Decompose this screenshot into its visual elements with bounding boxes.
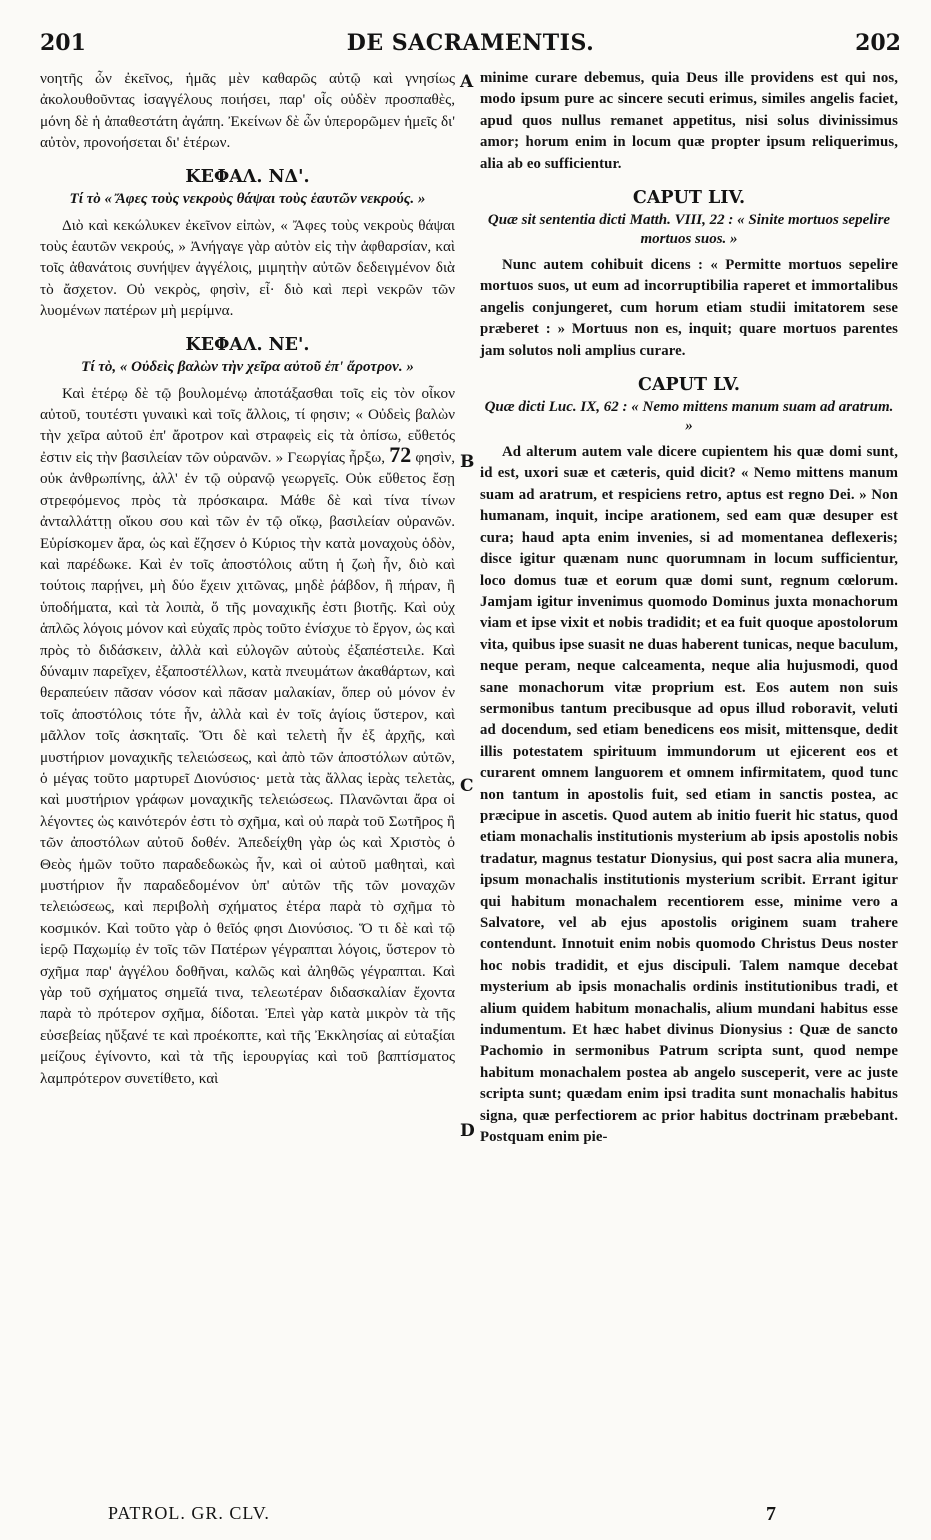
margin-letter-b: B [460, 452, 475, 472]
greek-chapter-54-subtitle: Τί τὸ « Ἄφες τοὺς νεκροὺς θάψαι τοὺς ἑαυτῶν νεκρούς. » [69, 190, 426, 207]
greek-chapter-55-text-part-a: Καὶ ἑτέρῳ δὲ τῷ βουλομένῳ ἀποτάξασθαι τοῖς εἰς τὸν οἶκον αὐτοῦ, τουτέστι γυναικὶ καὶ τοῖς ἄλλοις, τί φησιν; « Οὐδεὶς βαλὼν τὴν χεῖρα αὐτοῦ ἐπ' ἄροτρον καὶ στραφεὶς εἰς τὰ ὀπίσω, εὔθετός ἐστιν εἰς τὴν βασιλείαν τῶν οὐρανῶν. » Γεωργίας ἦρξω, [40, 384, 455, 466]
greek-chapter-54-text: Διὸ καὶ κεκώλυκεν ἐκεῖνον εἰπὼν, « Ἄφες τοὺς νεκροὺς θάψαι τοὺς ἑαυτῶν νεκρούς, » Ἀνήγαγε γὰρ αὐτὸν εἰς τὴν ἀφθαρσίαν, καὶ τοῖς ἀθανάτοις συνήψεν ἀγγέλοις, μιμητὴν αὐτῶν δεδειγμένον διὰ τὸ ἄσχετον. Οὐ νεκρὸς, φησὶν, εἶ· διὸ καὶ περὶ νεκρῶν τῶν λυομένων πατέρων μὴ μερίμνα. [40, 216, 455, 320]
footer-gathering-number: 7 [766, 1503, 776, 1525]
greek-chapter-55-heading: ΚΕΦΑΛ. ΝΕ'. [185, 334, 310, 355]
greek-chapter-55-text-part-b: φησὶν, οὐκ ἀνθρωπίνης, ἀλλ' ἐν τῷ οὐρανῷ γεωργεῖς. Οὐκ εὔθετος ἔσῃ στρεφόμενος πρὸς τὰ πρόσκαιρα. Μάθε δὲ καὶ τίνα τίνων ἀνταλλάττῃ οἴκου σου καὶ τῶν ἐν τῷ οἴκῳ, βασιλείαν οὐρανῶν. Εὑρίσκομεν ἄρα, ὡς καὶ ἔζησεν ὁ Κύριος τὴν κατὰ μοναχοὺς ὁδὸν, καὶ παρέδωκε. Καὶ ἐν τοῖς ἀποστόλοις αὕτη ἡ ζωὴ ἦν, διὸ καὶ τούτοις παρῄνει, μὴ δύο ἔχειν χιτῶνας, μηδὲ ῥάβδον, ἢ πήραν, ἢ ὑποδήματα, καὶ τὰ λοιπὰ, ὅ τῆς μοναχικῆς ἐστι βιοτῆς. Καὶ οὐχ ἁπλῶς λόγοις μόνον καὶ εὐχαῖς πρὸς τοῦτο ἐνίσχυε τὸ ἔργον, ὡς καὶ πρὸς τὸ διδάσκειν, ἀλλὰ καὶ εὐλογῶν αὐτοὺς ἐξαπέστειλε. Καὶ δύναμιν παρεῖχεν, ἐξαποστέλλων, κατὰ πνευμάτων ἀκαθάρτων, καὶ θεραπεύειν πᾶσαν νόσον καὶ πᾶσαν μαλακίαν, ὅπερ οὐ μόνον ἐν τοῖς ἀποστόλοις τότε ἦν, ἀλλὰ καὶ ἐν τοῖς ἁγίοις ὕστερον, καὶ μᾶλλον τοῖς ἀσκηταῖς. Ὅτι δὲ καὶ τελετὴ ἦν ἐξ ἀρχῆς, καὶ μυστήριον μοναχικῆς τελειώσεως, καὶ ἀπὸ τῶν ἀποστόλων αὐτῶν, ὁ μέγας τοῦτο μαρτυρεῖ Διονύσιος· μετὰ τὰς ἄλλας ἱερὰς τελετὰς, καὶ μυστήριον γράφων μοναχικῆς τελειώσεως. Πλανῶνται ἄρα οἱ λέγοντες ὡς καινότερόν ἐστι τὸ σχῆμα, καὶ οὐ παρὰ τοῦ Σωτῆρος ἢ τῶν ἀποστόλων αὐτοῦ δοθέν. Ἀπεδείχθη γὰρ ὡς καὶ Χριστὸς ὁ Θεὸς ἡμῶν τοῦτο παραδεδωκὼς ἦν, καὶ οἱ αὐτοῦ μαθηταὶ, καὶ μυστήριον ἦν παραδεδομένον ὑπ' αὐτῶν τῆς τῶν μοναχῶν τελειώσεως, καὶ περιβολὴ σχήματος ἑτέρα παρὰ τὸ σχῆμα τὸ κοσμικόν. Καὶ τοῦτο γὰρ ὁ θεῖός φησι Διονύσιος. Ὅ τι δὲ καὶ τῷ ἱερῷ Παχωμίῳ ἐν τοῖς τῶν Πατέρων γέγραπται λόγοις, ὕστερον τὸ σχῆμα παρ' ἀγγέλου δοθῆναι, καλῶς καὶ ἀληθῶς γέγραπται. Καὶ γὰρ τοῦ σχήματος σημεῖά τινα, τελεωτέραν διδασκαλίαν ἔχοντα παρὰ τὸ πρότερον σχῆμα, δίδοται. Ἐπεὶ γὰρ κατὰ μικρὸν τὰ τῆς εὐσεβείας ηὔξανέ τε καὶ προέκοπτε, καὶ τῆς Ἐκκλησίας αἱ εὐταξίαι μείζους ἐγίνοντο, καὶ τὰ τῆς ἱερουργίας καὶ τοῦ βαπτίσματος λαμπρότερον συνετίθετο, καὶ [40, 448, 455, 1087]
latin-chapter-55-subtitle: Quæ dicti Luc. IX, 62 : « Nemo mittens manum suam ad aratrum. » [484, 399, 894, 435]
latin-chapter-54-text: Nunc autem cohibuit dicens : « Permitte mortuos sepelire mortuos suos, ut eum ad incorruptibilia raperet et immortalibus angelis conjungeret, cum horum etiam studii imitatorem sese præberet : » Mortuus non es, inquit; quare mortuos parentes jam solutos noli amplius curare. [480, 257, 898, 359]
latin-chapter-54-subtitle: Quæ sit sententia dicti Matth. VIII, 22 : « Sinite mortuos sepelire mortuos suos. » [487, 212, 891, 248]
column-number-marker: 72 [389, 441, 412, 467]
greek-chapter-55-subtitle: Τί τὸ, « Οὐδεὶς βαλὼν τὴν χεῖρα αὐτοῦ ἐπ' ἄροτρον. » [81, 358, 414, 375]
margin-letter-d: D [460, 1121, 475, 1141]
footer-series-signature: PATROL. GR. CLV. [108, 1503, 270, 1523]
margin-letter-c: C [460, 776, 474, 796]
greek-chapter-54-heading: ΚΕΦΑΛ. ΝΔ'. [185, 166, 310, 187]
running-title: DE SACRAMENTIS. [346, 30, 595, 56]
running-header [40, 30, 901, 64]
page-number-left: 201 [40, 30, 86, 56]
greek-opening-paragraph: νοητῆς ὧν ἐκεῖνος, ἡμᾶς μὲν καθαρῶς αὐτῷ καὶ γνησίως ἀκολουθοῦντας ἰσαγγέλους ποιήσει, παρ' οἷς οὐδὲν προσπαθὲς, μόνη δὲ ἡ ἀπαθεστάτη ἀγάπη. Ἐκείνων δὲ ὧν ὑπερορῶμεν ἡμεῖς δι' αὐτὸν, προνοήσεται δι' ἑτέρων. [40, 70, 455, 152]
page-number-right: 202 [855, 30, 901, 56]
latin-chapter-55-text: Ad alterum autem vale dicere cupientem his quæ domi sunt, id est, uxori suæ et cæteris, quid dicit? « Nemo mittens manum suam ad aratrum, et respiciens retro, aptus est regno Dei. » Non humanam, inquit, incipe arationem, sed eam quæ desuper est cura; haud apta enim invenies, si ad momentanea deflexeris; disce igitur quænam nunc quorumnam in locum sufficientur, loco domus tuæ et eorum quæ domi sunt, regnum cœlorum. Jamjam igitur invenimus quomodo Dominus juxta monachorum viam et ipse vixit et nobis tradidit; et ea fuit quoque apostolorum vita, quibus ipse suasit ne duas haberent tunicas, neque baculum, neque peram, neque calceamenta, neque alia hujusmodi, quod sane monachorum vitæ proprium est. Eos autem non suis sermonibus tantum precibusque ad opus illud roboravit, veluti ad docendum, sed etiam benedicens eos misit, mittensque, dedit illis potestatem spirituum immundorum ut ejicerent eos et curarent omnem languorem et omnem infirmitatem, quod tunc non tantum in apostolis fuit, sed etiam in sanctis postea, ac præcipue in ascetis. Quod autem ab initio fuerit hic status, quod etiam monachalis institutionis mysterium ab ipsis apostolis nobis tradatur, magnus testatur Dionysius, qui post sacra alia munera, ipsum monachalis institutionis mysterium scribit. Errant igitur qui habitum monachalem recentiorem esse, minime vero a Salvatore, vel ab ejus apostolis originem suam trahere contendunt. Innotuit enim nobis quomodo Christus Deus noster hoc nobis tradidit, et ejus discipuli. Talem namque decebat mysterium ab ipsis monachalis ordinis institutionibus tradi, et alium quidem habitum monachalis, alium mundani habitus esse indumentum. Et hæc habet divinus Dionysius : Quæ de sancto Pachomio in sermonibus Patrum scripta sunt, quod nempe habitum monachalem postea ab angelo susceperit, vere ac juste scripta sunt; quædam enim ipsi tradita sunt monachalis habitus signa, quæ perfectiorem ac prior habitus doctrinam præbebant. Postquam enim pie- [480, 444, 898, 1146]
greek-chapter-55-text [40, 383, 455, 1089]
latin-column [480, 68, 898, 1148]
latin-opening-paragraph: minime curare debemus, quia Deus ille providens est qui nos, modo ipsum pure ac sincere secuti erimus, similes angelis faciet, apud quos nullus remanet appetitus, nisi solus divinissimus amor; horum enim in locum quæ propter ipsum reliquerimus, alia ab eo sufficientur. [480, 70, 898, 172]
latin-chapter-54-heading: CAPUT LIV. [632, 188, 746, 209]
margin-letter-a: A [460, 72, 474, 92]
greek-column [40, 68, 455, 1089]
latin-chapter-55-heading: CAPUT LV. [638, 375, 740, 396]
